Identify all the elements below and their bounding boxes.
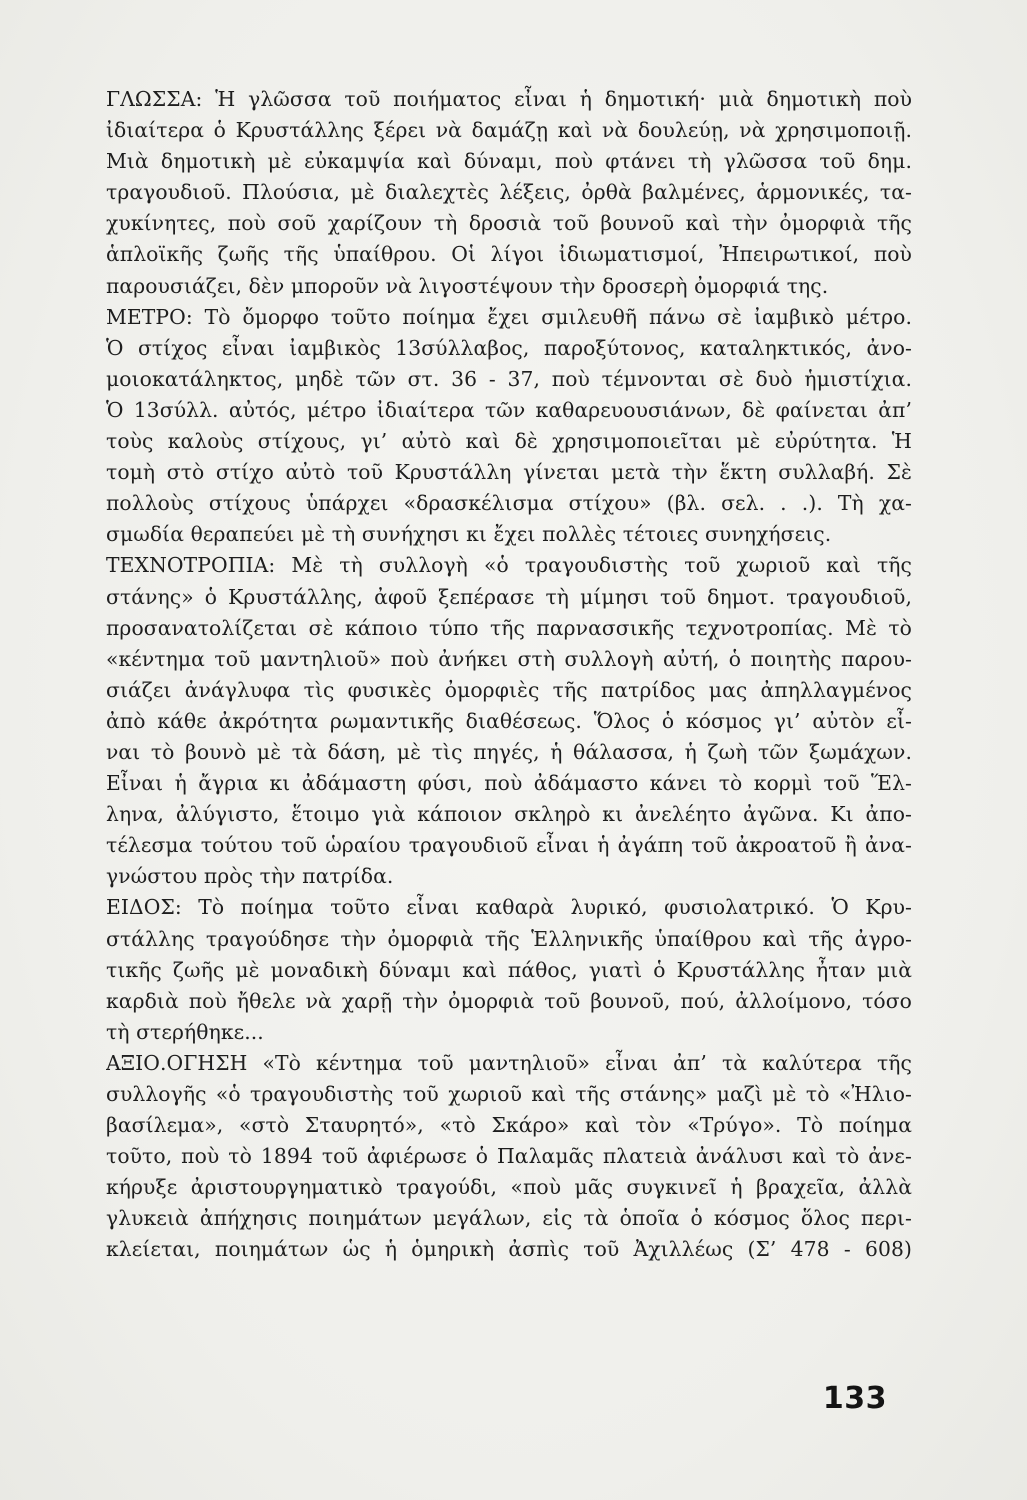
text-line: ληνα, ἀλύγιστο, ἕτοιμο γιὰ κάποιον σκληρὸ κι ἀνελέητο ἀγῶνα. Κι ἀπο- xyxy=(106,802,912,827)
text-line: Εἶναι ἡ ἄγρια κι ἀδάμαστη φύσι, ποὺ ἀδάμαστο κάνει τὸ κορμὶ τοῦ Ἕλ- xyxy=(106,771,912,796)
text-line: τραγουδιοῦ. Πλούσια, μὲ διαλεχτὲς λέξεις, ὀρθὰ βαλμένες, ἁρμονικές, τα- xyxy=(106,180,912,205)
text-line: χυκίνητες, ποὺ σοῦ χαρίζουν τὴ δροσιὰ τοῦ βουνοῦ καὶ τὴν ὀμορφιὰ τῆς xyxy=(106,211,912,236)
text-line: κλείεται, ποιημάτων ὡς ἡ ὁμηρικὴ ἀσπὶς τοῦ Ἀχιλλέως (Σ’ 478 - 608) xyxy=(106,1237,912,1262)
text-line: σιάζει ἀνάγλυφα τὶς φυσικὲς ὀμορφιὲς τῆς πατρίδος μας ἀπηλλαγμένος xyxy=(106,677,912,702)
text-line: στάλλης τραγούδησε τὴν ὀμορφιὰ τῆς Ἑλληνικῆς ὑπαίθρου καὶ τῆς ἀγρο- xyxy=(106,926,912,951)
text-line: Μιὰ δημοτικὴ μὲ εὐκαμψία καὶ δύναμι, ποὺ φτάνει τὴ γλῶσσα τοῦ δημ. xyxy=(106,149,912,174)
text-line: ναι τὸ βουνὸ μὲ τὰ δάση, μὲ τὶς πηγές, ἡ θάλασσα, ἡ ζωὴ τῶν ξωμάχων. xyxy=(106,739,912,764)
text-line: στάνης» ὁ Κρυστάλλης, ἀφοῦ ξεπέρασε τὴ μίμησι τοῦ δημοτ. τραγουδιοῦ, xyxy=(106,584,912,609)
text-line: ἀπὸ κάθε ἀκρότητα ρωμαντικῆς διαθέσεως. Ὅλος ὁ κόσμος γι’ αὐτὸν εἶ- xyxy=(106,708,912,733)
text-line: Ὁ στίχος εἶναι ἰαμβικὸς 13σύλλαβος, παροξύτονος, καταληκτικός, ἀνο- xyxy=(106,335,912,360)
text-line: «κέντημα τοῦ μαντηλιοῦ» ποὺ ἀνήκει στὴ συλλογὴ αὐτή, ὁ ποιητὴς παρου- xyxy=(106,646,912,671)
text-line: Ὁ 13σύλλ. αὐτός, μέτρο ἰδιαίτερα τῶν καθαρευουσιάνων, δὲ φαίνεται ἀπ’ xyxy=(106,397,912,422)
text-line: ΑΞΙΟ.ΟΓΗΣΗ «Τὸ κέντημα τοῦ μαντηλιοῦ» εἶναι ἀπ’ τὰ καλύτερα τῆς xyxy=(106,1050,912,1075)
text-line: καρδιὰ ποὺ ἤθελε νὰ χαρῇ τὴν ὀμορφιὰ τοῦ βουνοῦ, πού, ἀλλοίμονο, τόσο xyxy=(106,988,912,1013)
page-number: 133 xyxy=(822,1381,887,1416)
text-line: πολλοὺς στίχους ὑπάρχει «δρασκέλισμα στίχου» (βλ. σελ. . .). Τὴ χα- xyxy=(106,491,912,516)
text-line: ἁπλοϊκῆς ζωῆς τῆς ὑπαίθρου. Οἱ λίγοι ἰδιωματισμοί, Ἠπειρωτικοί, ποὺ xyxy=(106,242,912,267)
text-line: μοιοκατάληκτος, μηδὲ τῶν στ. 36 - 37, ποὺ τέμνονται σὲ δυὸ ἡμιστίχια. xyxy=(106,366,912,391)
text-line: προσανατολίζεται σὲ κάποιο τύπο τῆς παρνασσικῆς τεχνοτροπίας. Μὲ τὸ xyxy=(106,615,912,640)
text-line: ΓΛΩΣΣΑ: Ἡ γλῶσσα τοῦ ποιήματος εἶναι ἡ δημοτική· μιὰ δημοτικὴ ποὺ xyxy=(106,87,912,111)
text-line: παρουσιάζει, δὲν μποροῦν νὰ λιγοστέψουν τὴν δροσερὴ ὀμορφιά της. xyxy=(106,273,829,298)
text-line: τὴ στερήθηκε... xyxy=(106,1019,264,1044)
text-line: ΕΙΔΟΣ: Τὸ ποίημα τοῦτο εἶναι καθαρὰ λυρικό, φυσιολατρικό. Ὁ Κρυ- xyxy=(106,895,912,920)
text-line: συλλογῆς «ὁ τραγουδιστὴς τοῦ χωριοῦ καὶ τῆς στάνης» μαζὶ μὲ τὸ «Ἠλιο- xyxy=(106,1082,912,1106)
text-line: τοῦτο, ποὺ τὸ 1894 τοῦ ἀφιέρωσε ὁ Παλαμᾶς πλατειὰ ἀνάλυσι καὶ τὸ ἀνε- xyxy=(106,1144,912,1169)
text-line: ΤΕΧΝΟΤΡΟΠΙΑ: Μὲ τὴ συλλογὴ «ὁ τραγουδιστὴς τοῦ χωριοῦ καὶ τῆς xyxy=(106,553,912,578)
text-line: γνώστου πρὸς τὴν πατρίδα. xyxy=(106,864,394,889)
text-line: ΜΕΤΡΟ: Τὸ ὄμορφο τοῦτο ποίημα ἔχει σμιλευθῆ πάνω σὲ ἰαμβικὸ μέτρο. xyxy=(106,304,912,329)
text-line: τικῆς ζωῆς μὲ μοναδικὴ δύναμι καὶ πάθος, γιατὶ ὁ Κρυστάλλης ἦταν μιὰ xyxy=(106,957,912,982)
text-line: τομὴ στὸ στίχο αὐτὸ τοῦ Κρυστάλλη γίνεται μετὰ τὴν ἕκτη συλλαβή. Σὲ xyxy=(106,460,912,485)
text-line: σμωδία θεραπεύει μὲ τὴ συνήχησι κι ἔχει πολλὲς τέτοιες συνηχήσεις. xyxy=(106,522,832,547)
text-line: τέλεσμα τούτου τοῦ ὡραίου τραγουδιοῦ εἶναι ἡ ἀγάπη τοῦ ἀκροατοῦ ἢ ἀνα- xyxy=(106,833,912,858)
text-line: τοὺς καλοὺς στίχους, γι’ αὐτὸ καὶ δὲ χρησιμοποιεῖται μὲ εὐρύτητα. Ἡ xyxy=(106,429,912,454)
text-line: κήρυξε ἀριστουργηματικὸ τραγούδι, «ποὺ μᾶς συγκινεῖ ἡ βραχεῖα, ἀλλὰ xyxy=(106,1175,912,1200)
text-line: βασίλεμα», «στὸ Σταυρητό», «τὸ Σκάρο» καὶ τὸν «Τρύγο». Τὸ ποίημα xyxy=(106,1113,912,1138)
text-line: γλυκειὰ ἀπήχησις ποιημάτων μεγάλων, εἰς τὰ ὁποῖα ὁ κόσμος ὅλος περι- xyxy=(106,1206,912,1231)
body-text xyxy=(106,84,912,1266)
text-line: ἰδιαίτερα ὁ Κρυστάλλης ξέρει νὰ δαμάζῃ καὶ νὰ δουλεύῃ, νὰ χρησιμοποιῇ. xyxy=(106,118,912,143)
